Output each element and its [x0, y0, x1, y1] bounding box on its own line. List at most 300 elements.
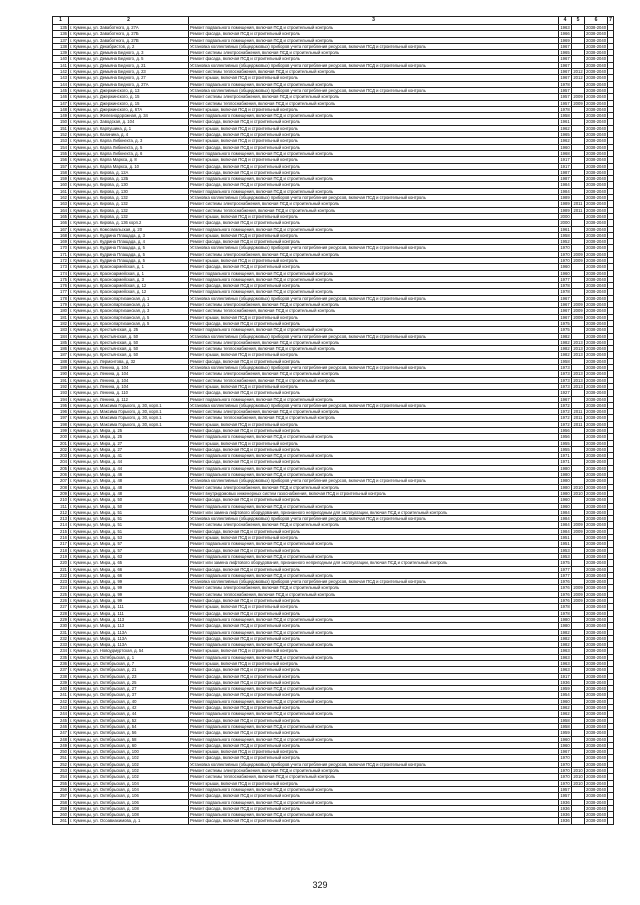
cell-planned-period: 2038-2040	[586, 213, 607, 219]
cell-row-number: 217	[53, 541, 69, 547]
cell-address: г. Куменцы, ул. Мира, д. 99	[69, 598, 189, 604]
cell-planned-period: 2038-2040	[586, 579, 607, 585]
cell-planned-period: 2038-2040	[586, 371, 607, 377]
cell-planned-period: 2038-2040	[586, 144, 607, 150]
cell-address: г. Куменцы, ул. Мира, д. 53	[69, 535, 189, 541]
cell-row-number: 191	[53, 377, 69, 383]
cell-address: г. Куменцы, ул. Кирова, д. 132	[69, 207, 189, 213]
cell-planned-period: 2038-2040	[586, 553, 607, 559]
cell-row-number: 195	[53, 402, 69, 408]
cell-work-type: Ремонт подвального помещения, включая ПСД и строительный контроль	[189, 472, 559, 478]
cell-address: г. Куменцы, ул. Демьяна Бедного, д. 3	[69, 50, 189, 56]
cell-address: г. Куменцы, ул. Заваботного, д. 27В	[69, 37, 189, 43]
cell-row-number: 176	[53, 283, 69, 289]
cell-work-type: Установка коллективных (общедомовых) приборов учета потребления ресурсов, включая ПСД и строительный контроль	[189, 43, 559, 49]
cell-note	[608, 818, 614, 824]
cell-work-type: Ремонт фасада, включая ПСД и строительный контроль	[189, 547, 559, 553]
cell-work-type: Ремонт крыши, включая ПСД и строительный контроль	[189, 780, 559, 786]
cell-row-number: 150	[53, 119, 69, 125]
cell-build-year: 1962	[560, 125, 570, 131]
cell-work-type: Ремонт фасада, включая ПСД и строительный контроль	[189, 610, 559, 616]
cell-planned-period: 2038-2040	[586, 698, 607, 704]
cell-last-repair-year: 2011	[573, 415, 583, 421]
cell-address: г. Куменцы, ул. Мира, д. 50	[69, 497, 189, 503]
cell-address: г. Куменцы, ул. Мира, д. 66	[69, 572, 189, 578]
cell-build-year: 1989	[560, 201, 570, 207]
cell-row-number: 166	[53, 220, 69, 226]
cell-work-type: Ремонт внутридомовых инженерных систем газоснабжения, включая ПСД и строительный контроль	[189, 490, 559, 496]
cell-address: г. Куменцы, ул. Мира, д. 57	[69, 541, 189, 547]
cell-address: г. Куменцы, ул. Мира, д. 50	[69, 503, 189, 509]
cell-address: г. Куменцы, ул. Мира, д. 99	[69, 585, 189, 591]
cell-work-type: Ремонт подвального помещения, включая ПСД и строительный контроль	[189, 736, 559, 742]
cell-work-type: Ремонт фасада, включая ПСД и строительный контроль	[189, 459, 559, 465]
cell-build-year: 1973	[560, 377, 570, 383]
cell-work-type: Ремонт подвального помещения, включая ПСД и строительный контроль	[189, 289, 559, 295]
cell-row-number: 216	[53, 535, 69, 541]
cell-build-year: 1967	[560, 314, 570, 320]
cell-work-type: Ремонт или замена лифтового оборудования, признанного непригодным для эксплуатации, включая ПСД и строительный контроль	[189, 560, 559, 566]
cell-address: г. Куменцы, ул. Краснопартизанская, д. 1	[69, 302, 189, 308]
cell-build-year: 1957	[560, 87, 570, 93]
cell-build-year: 1970	[560, 774, 570, 780]
cell-work-type: Установка коллективных (общедомовых) приборов учета потребления ресурсов, включая ПСД и строительный контроль	[189, 245, 559, 251]
cell-address: г. Куменцы, ул. Мира, д. 51	[69, 522, 189, 528]
cell-build-year: 1960	[560, 742, 570, 748]
cell-address: г. Куменцы, ул. Мира, д. 111	[69, 610, 189, 616]
cell-address: г. Куменцы, ул. Ленина, д. 104	[69, 365, 189, 371]
cell-work-type: Ремонт системы электроснабжения, включая ПСД и строительный контроль	[189, 339, 559, 345]
cell-work-type: Ремонт подвального помещения, включая ПСД и строительный контроль	[189, 176, 559, 182]
cell-last-repair-year: 2010	[573, 484, 583, 490]
cell-row-number: 136	[53, 31, 69, 37]
cell-row-number: 248	[53, 736, 69, 742]
cell-row-number: 187	[53, 352, 69, 358]
cell-build-year: 1980	[560, 478, 570, 484]
cell-row-number: 201	[53, 440, 69, 446]
cell-work-type: Ремонт крыши, включая ПСД и строительный контроль	[189, 440, 559, 446]
cell-build-year: 1977	[560, 566, 570, 572]
cell-build-year: 1958	[560, 723, 570, 729]
cell-build-year: 1973	[560, 365, 570, 371]
cell-address: г. Куменцы, ул. Кудрина Плащада, д. 3	[69, 232, 189, 238]
cell-work-type: Ремонт подвального помещения, включая ПСД и строительный контроль	[189, 396, 559, 402]
cell-row-number: 226	[53, 598, 69, 604]
cell-build-year: 1984	[560, 516, 570, 522]
cell-address: г. Куменцы, ул. Мира, д. 27	[69, 446, 189, 452]
cell-planned-period: 2038-2040	[586, 383, 607, 389]
cell-address: г. Куменцы, ул. Демьяна Бедного, д. 23	[69, 69, 189, 75]
cell-last-repair-year: 2009	[573, 522, 583, 528]
cell-planned-period: 2038-2040	[586, 547, 607, 553]
cell-build-year: 1958	[560, 232, 570, 238]
cell-last-repair-year	[572, 818, 585, 824]
cell-address: г. Куменцы, ул. Октябрьская, д. 100	[69, 749, 189, 755]
cell-work-type: Установка коллективных (общедомовых) приборов учета потребления ресурсов, включая ПСД и строительный контроль	[189, 295, 559, 301]
cell-address: г. Куменцы, ул. Мира, д. 113А	[69, 629, 189, 635]
cell-work-type: Ремонт подвального помещения, включая ПСД и строительный контроль	[189, 226, 559, 232]
cell-build-year: 1967	[560, 75, 570, 81]
cell-work-type: Ремонт системы электроснабжения, включая ПСД и строительный контроль	[189, 251, 559, 257]
cell-planned-period: 2038-2040	[586, 660, 607, 666]
cell-row-number: 211	[53, 503, 69, 509]
cell-work-type: Ремонт фасада, включая ПСД и строительный контроль	[189, 239, 559, 245]
cell-work-type: Ремонт фасада, включая ПСД и строительный контроль	[189, 390, 559, 396]
cell-address: г. Куменцы, ул. Красноармейская, д. 3	[69, 276, 189, 282]
cell-work-type: Ремонт фасада, включая ПСД и строительный контроль	[189, 818, 559, 824]
cell-address: г. Куменцы, ул. Октябрьская, д. 1	[69, 654, 189, 660]
cell-build-year: 1951	[560, 541, 570, 547]
cell-planned-period: 2038-2040	[586, 623, 607, 629]
cell-planned-period: 2038-2040	[586, 302, 607, 308]
cell-row-number: 174	[53, 270, 69, 276]
cell-last-repair-year: 2013	[573, 383, 583, 389]
cell-planned-period: 2038-2040	[586, 69, 607, 75]
cell-address: г. Куменцы, ул. Кирова, д. 12Б	[69, 176, 189, 182]
cell-row-number: 214	[53, 522, 69, 528]
cell-row-number: 158	[53, 169, 69, 175]
cell-row-number: 229	[53, 616, 69, 622]
cell-address: г. Куменцы, ул. Кудрина Плащада, д. 5	[69, 245, 189, 251]
cell-work-type: Ремонт фасада, включая ПСД и строительный контроль	[189, 163, 559, 169]
cell-row-number: 161	[53, 188, 69, 194]
cell-build-year: 1980	[560, 616, 570, 622]
cell-planned-period: 2038-2040	[586, 635, 607, 641]
cell-address: г. Куменцы, ул. Мира, д. 25	[69, 434, 189, 440]
cell-build-year: 1976	[560, 585, 570, 591]
cell-work-type: Ремонт фасада, включая ПСД и строительный контроль	[189, 679, 559, 685]
cell-row-number: 179	[53, 302, 69, 308]
cell-last-repair-year: 2009	[573, 257, 583, 263]
cell-build-year: 1971	[560, 453, 570, 459]
cell-planned-period: 2038-2040	[586, 679, 607, 685]
cell-row-number: 257	[53, 793, 69, 799]
cell-address: г. Куменцы, ул. Мира, д. 111	[69, 604, 189, 610]
cell-row-number: 142	[53, 69, 69, 75]
cell-address: г. Куменцы, ул. Октябрьская, д. 106	[69, 799, 189, 805]
cell-address: г. Куменцы, ул. Мира, д. 113А	[69, 642, 189, 648]
cell-work-type: Ремонт подвального помещения, включая ПСД и строительный контроль	[189, 812, 559, 818]
cell-last-repair-year: 2012	[573, 75, 583, 81]
cell-work-type: Ремонт фасада, включая ПСД и строительный контроль	[189, 598, 559, 604]
cell-row-number: 188	[53, 358, 69, 364]
cell-build-year: 1967	[560, 302, 570, 308]
cell-address: г. Куменцы, ул. Карла Либкнехта, д. 3	[69, 138, 189, 144]
cell-build-year: 1980	[560, 623, 570, 629]
cell-row-number: 239	[53, 679, 69, 685]
cell-address: г. Куменцы, ул. Джержинского, д. 67А	[69, 106, 189, 112]
cell-planned-period: 2038-2040	[586, 31, 607, 37]
cell-build-year: 1967	[560, 749, 570, 755]
cell-build-year: 1957	[560, 793, 570, 799]
cell-address: г. Куменцы, ул. Ленина, д. 110	[69, 390, 189, 396]
cell-row-number: 144	[53, 81, 69, 87]
cell-address: г. Куменцы, ул. Октябрьская, д. 104	[69, 786, 189, 792]
cell-work-type: Ремонт системы теплоснабжения, включая ПСД и строительный контроль	[189, 591, 559, 597]
cell-work-type: Ремонт подвального помещения, включая ПСД и строительный контроль	[189, 642, 559, 648]
cell-build-year: 1980	[560, 465, 570, 471]
cell-planned-period: 2038-2040	[586, 257, 607, 263]
cell-last-repair-year: 2013	[573, 352, 583, 358]
cell-row-number: 190	[53, 371, 69, 377]
cell-address: г. Куменцы, ул. Кудрина Плащада, д. 5	[69, 257, 189, 263]
cell-planned-period: 2038-2040	[586, 528, 607, 534]
cell-row-number: 147	[53, 100, 69, 106]
cell-address: г. Куменцы, ул. Новоудмуртская, д. 54	[69, 648, 189, 654]
cell-planned-period: 2038-2040	[586, 560, 607, 566]
cell-work-type: Ремонт крыши, включая ПСД и строительный контроль	[189, 213, 559, 219]
cell-planned-period: 2038-2040	[586, 188, 607, 194]
cell-work-type: Установка коллективных (общедомовых) приборов учета потребления ресурсов, включая ПСД и строительный контроль	[189, 761, 559, 767]
cell-address: г. Куменцы, ул. Карла Маркса, д. 8	[69, 157, 189, 163]
cell-work-type: Ремонт системы электроснабжения, включая ПСД и строительный контроль	[189, 201, 559, 207]
cell-row-number: 243	[53, 705, 69, 711]
cell-build-year: 1984	[560, 522, 570, 528]
cell-build-year: 1967	[560, 396, 570, 402]
cell-row-number: 242	[53, 698, 69, 704]
cell-planned-period: 2038-2040	[586, 163, 607, 169]
cell-planned-period: 2038-2040	[586, 390, 607, 396]
cell-row-number: 151	[53, 125, 69, 131]
cell-row-number: 202	[53, 446, 69, 452]
cell-row-number: 180	[53, 308, 69, 314]
cell-work-type: Ремонт подвального помещения, включая ПСД и строительный контроль	[189, 572, 559, 578]
cell-work-type: Ремонт крыши, включая ПСД и строительный контроль	[189, 314, 559, 320]
cell-address: г. Куменцы, ул. Октябрьская, д. 54	[69, 723, 189, 729]
cell-planned-period: 2038-2040	[586, 610, 607, 616]
cell-row-number: 167	[53, 226, 69, 232]
cell-planned-period: 2038-2040	[586, 648, 607, 654]
cell-address: г. Куменцы, ул. Красноармейская, д. 12	[69, 283, 189, 289]
cell-planned-period: 2038-2040	[586, 818, 607, 824]
cell-address: г. Куменцы, ул. Максима Горького, д. 30, корп.1	[69, 415, 189, 421]
cell-address: г. Куменцы, ул. Мира, д. 46	[69, 472, 189, 478]
cell-last-repair-year: 2011	[573, 201, 583, 207]
cell-address: г. Куменцы, ул. Максима Горького, д. 30, корп.1	[69, 421, 189, 427]
cell-planned-period: 2038-2040	[586, 711, 607, 717]
cell-planned-period: 2038-2040	[586, 459, 607, 465]
cell-address: г. Куменцы, ул. Октябрьская, д. 106	[69, 793, 189, 799]
cell-row-number: 206	[53, 472, 69, 478]
cell-address: г. Куменцы, ул. Мира, д. 41	[69, 453, 189, 459]
cell-build-year: 1970	[560, 257, 570, 263]
cell-planned-period: 2038-2040	[586, 497, 607, 503]
cell-row-number: 146	[53, 94, 69, 100]
cell-address: г. Куменцы, ул. Мира, д. 99	[69, 579, 189, 585]
cell-build-year: 1965	[560, 132, 570, 138]
cell-build-year: 1961	[560, 119, 570, 125]
cell-row-number: 256	[53, 786, 69, 792]
cell-build-year: 1957	[560, 100, 570, 106]
cell-address: г. Куменцы, ул. Джержинского, д. 15	[69, 100, 189, 106]
cell-build-year: 1984	[560, 528, 570, 534]
cell-row-number: 215	[53, 528, 69, 534]
cell-row-number: 149	[53, 113, 69, 119]
cell-build-year: 1962	[560, 138, 570, 144]
cell-build-year: 1957	[560, 94, 570, 100]
cell-row-number: 183	[53, 327, 69, 333]
cell-planned-period: 2038-2040	[586, 604, 607, 610]
cell-row-number: 213	[53, 516, 69, 522]
cell-build-year: 1967	[560, 62, 570, 68]
cell-build-year: 1989	[560, 195, 570, 201]
table-row	[53, 818, 614, 824]
cell-planned-period: 2038-2040	[586, 440, 607, 446]
cell-work-type: Ремонт подвального помещения, включая ПСД и строительный контроль	[189, 553, 559, 559]
cell-row-number: 159	[53, 176, 69, 182]
cell-address: г. Куменцы, ул. Краснопартизанская, д. 1	[69, 295, 189, 301]
cell-planned-period: 2038-2040	[586, 358, 607, 364]
cell-row-number: 236	[53, 660, 69, 666]
cell-build-year: 1982	[560, 352, 570, 358]
cell-work-type: Ремонт системы теплоснабжения, включая ПСД и строительный контроль	[189, 377, 559, 383]
cell-planned-period: 2038-2040	[586, 157, 607, 163]
cell-address: г. Куменцы, ул. Октябрьская, д. 7	[69, 660, 189, 666]
cell-address: г. Куменцы, ул. Октябрьская, д. 42	[69, 705, 189, 711]
cell-work-type: Ремонт фасада, включая ПСД и строительный контроль	[189, 755, 559, 761]
cell-work-type: Ремонт крыши, включая ПСД и строительный контроль	[189, 257, 559, 263]
cell-work-type: Ремонт крыши, включая ПСД и строительный контроль	[189, 383, 559, 389]
cell-build-year: 1951	[560, 535, 570, 541]
cell-work-type: Ремонт подвального помещения, включая ПСД и строительный контроль	[189, 25, 559, 31]
cell-address: г. Куменцы, ул. Октябрьская, д. 102	[69, 768, 189, 774]
cell-work-type: Ремонт фасада, включая ПСД и строительный контроль	[189, 31, 559, 37]
cell-row-number: 156	[53, 157, 69, 163]
cell-address: г. Куменцы, ул. Джержинского, д. 13	[69, 87, 189, 93]
cell-work-type: Ремонт подвального помещения, включая ПСД и строительный контроль	[189, 453, 559, 459]
cell-work-type: Установка коллективных (общедомовых) приборов учета потребления ресурсов, включая ПСД и строительный контроль	[189, 62, 559, 68]
cell-address: г. Куменцы, ул. Кирова, д. 136 корп.2	[69, 220, 189, 226]
cell-work-type: Ремонт подвального помещения, включая ПСД и строительный контроль	[189, 629, 559, 635]
header-col-5: 5	[572, 17, 585, 25]
cell-planned-period: 2038-2040	[586, 81, 607, 87]
cell-build-year: 1962	[560, 705, 570, 711]
cell-row-number: 160	[53, 182, 69, 188]
cell-build-year: 1978	[560, 81, 570, 87]
cell-address: г. Куменцы, ул. Джержинского, д. 15	[69, 94, 189, 100]
cell-build-year: 1956	[560, 434, 570, 440]
cell-work-type: Ремонт подвального помещения, включая ПСД и строительный контроль	[189, 188, 559, 194]
cell-build-year: 1976	[560, 598, 570, 604]
cell-work-type: Ремонт фасада, включая ПСД и строительный контроль	[189, 705, 559, 711]
cell-build-year: 1958	[560, 358, 570, 364]
cell-build-year: 1970	[560, 251, 570, 257]
cell-row-number: 189	[53, 365, 69, 371]
cell-work-type: Ремонт или замена лифтового оборудования, признанного непригодным для эксплуатации, включая ПСД и строительный контроль	[189, 509, 559, 515]
cell-work-type: Ремонт системы теплоснабжения, включая ПСД и строительный контроль	[189, 100, 559, 106]
cell-build-year: 1963	[560, 654, 570, 660]
cell-build-year: 1972	[560, 415, 570, 421]
cell-address: г. Куменцы, ул. Кирова, д. 132	[69, 195, 189, 201]
cell-address: г. Куменцы, ул. Кирова, д. 130	[69, 188, 189, 194]
cell-row-number: 251	[53, 755, 69, 761]
cell-planned-period: 2038-2040	[586, 37, 607, 43]
cell-row-number: 219	[53, 553, 69, 559]
cell-work-type: Ремонт крыши, включая ПСД и строительный контроль	[189, 75, 559, 81]
cell-row-number: 212	[53, 509, 69, 515]
cell-work-type: Ремонт фасада, включая ПСД и строительный контроль	[189, 667, 559, 673]
cell-row-number: 197	[53, 415, 69, 421]
header-col-4: 4	[559, 17, 572, 25]
cell-work-type: Ремонт подвального помещения, включая ПСД и строительный контроль	[189, 434, 559, 440]
cell-row-number: 244	[53, 711, 69, 717]
cell-row-number: 163	[53, 201, 69, 207]
cell-row-number: 207	[53, 478, 69, 484]
cell-row-number: 254	[53, 774, 69, 780]
cell-build-year: 1917	[560, 673, 570, 679]
cell-planned-period: 2038-2040	[586, 339, 607, 345]
cell-build-year: 1967	[560, 295, 570, 301]
cell-work-type: Ремонт системы электроснабжения, включая ПСД и строительный контроль	[189, 302, 559, 308]
cell-last-repair-year: 2009	[573, 528, 583, 534]
cell-address: г. Куменцы, ул. Декабристов, д. 2	[69, 43, 189, 49]
cell-build-year: 1972	[560, 402, 570, 408]
cell-row-number: 148	[53, 106, 69, 112]
cell-row-number: 230	[53, 623, 69, 629]
cell-work-type: Установка коллективных (общедомовых) приборов учета потребления ресурсов, включая ПСД и строительный контроль	[189, 195, 559, 201]
cell-planned-period: 2038-2040	[586, 138, 607, 144]
cell-planned-period: 2038-2040	[586, 25, 607, 30]
cell-work-type: Установка коллективных (общедомовых) приборов учета потребления ресурсов, включая ПСД и строительный контроль	[189, 333, 559, 339]
cell-work-type: Ремонт крыши, включая ПСД и строительный контроль	[189, 660, 559, 666]
cell-last-repair-year: 2010	[573, 774, 583, 780]
cell-work-type: Установка коллективных (общедомовых) приборов учета потребления ресурсов, включая ПСД и строительный контроль	[189, 87, 559, 93]
cell-planned-period: 2038-2040	[586, 780, 607, 786]
cell-planned-period: 2038-2040	[586, 572, 607, 578]
cell-address: г. Куменцы, ул. Комсомольская, д. 20	[69, 226, 189, 232]
cell-planned-period: 2038-2040	[586, 742, 607, 748]
cell-address: г. Куменцы, ул. Кудрина Плащада, д. 5	[69, 251, 189, 257]
cell-work-type: Ремонт крыши, включая ПСД и строительный контроль	[189, 535, 559, 541]
cell-planned-period: 2038-2040	[586, 535, 607, 541]
cell-row-number: 185	[53, 339, 69, 345]
cell-build-year: 1982	[560, 642, 570, 648]
cell-row-number: 193	[53, 390, 69, 396]
cell-row-number: 139	[53, 50, 69, 56]
cell-row-number: 210	[53, 497, 69, 503]
cell-build-year: 1955	[560, 446, 570, 452]
cell-address: г. Куменцы, ул. Заводская, д. 104	[69, 119, 189, 125]
cell-address: г. Куменцы, ул. Мира, д. 48	[69, 478, 189, 484]
cell-address: г. Куменцы, ул. Лермонтова, д. 32	[69, 358, 189, 364]
cell-last-repair-year: 2011	[573, 421, 583, 427]
cell-planned-period: 2038-2040	[586, 516, 607, 522]
cell-planned-period: 2038-2040	[586, 62, 607, 68]
cell-work-type: Ремонт подвального помещения, включая ПСД и строительный контроль	[189, 654, 559, 660]
cell-planned-period: 2038-2040	[586, 768, 607, 774]
cell-build-year: 1960	[560, 503, 570, 509]
cell-planned-period: 2038-2040	[586, 132, 607, 138]
cell-row-number: 137	[53, 37, 69, 43]
cell-work-type: Ремонт подвального помещения, включая ПСД и строительный контроль	[189, 723, 559, 729]
cell-address: г. Куменцы, ул. Октябрьская, д. 40	[69, 698, 189, 704]
cell-work-type: Установка коллективных (общедомовых) приборов учета потребления ресурсов, включая ПСД и строительный контроль	[189, 365, 559, 371]
cell-address: г. Куменцы, ул. Мира, д. 51	[69, 516, 189, 522]
cell-build-year: 1968	[560, 150, 570, 156]
cell-build-year: 1936	[560, 679, 570, 685]
cell-row-number: 238	[53, 673, 69, 679]
cell-work-type: Ремонт крыши, включая ПСД и строительный контроль	[189, 106, 559, 112]
cell-address: г. Куменцы, ул. Кирова, д. 132	[69, 201, 189, 207]
cell-planned-period: 2038-2040	[586, 251, 607, 257]
cell-row-number: 162	[53, 195, 69, 201]
cell-planned-period: 2038-2040	[586, 786, 607, 792]
cell-build-year: 1955	[560, 440, 570, 446]
cell-build-year: 1989	[560, 207, 570, 213]
cell-build-year: 1963	[560, 25, 570, 30]
cell-planned-period: 2038-2040	[586, 654, 607, 660]
cell-row-number: 221	[53, 566, 69, 572]
